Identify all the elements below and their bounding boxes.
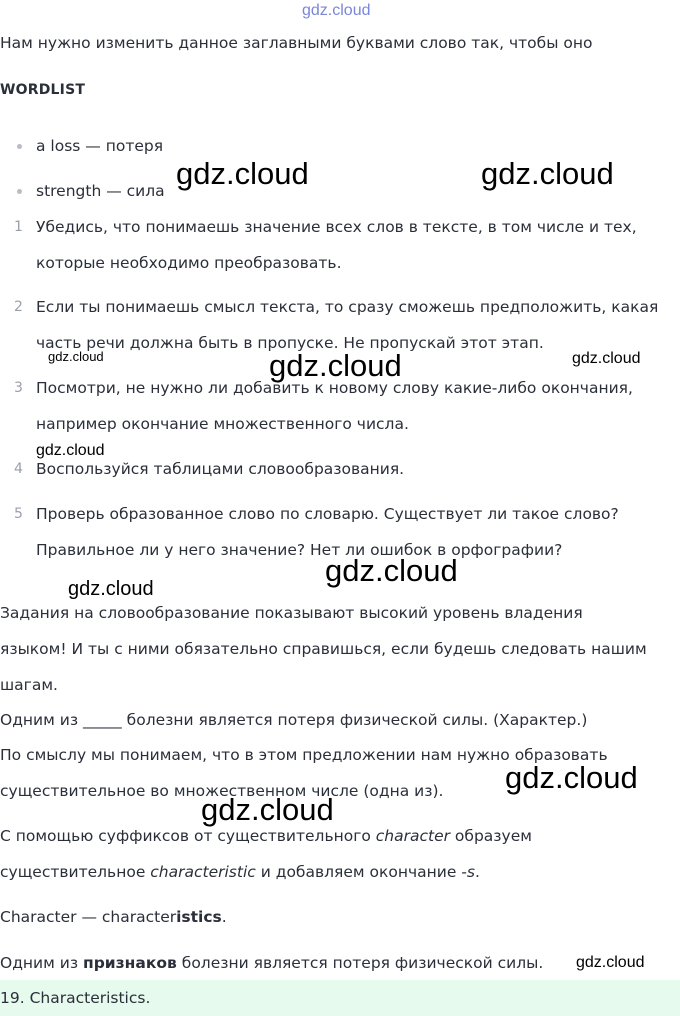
- paragraph-line: шагам.: [0, 676, 58, 694]
- watermark: gdz.cloud: [325, 553, 458, 588]
- wordlist-item: strength — сила: [36, 182, 165, 200]
- text-span: .: [474, 863, 480, 881]
- watermark: gdz.cloud: [269, 348, 402, 383]
- wordlist-item: a loss — потеря: [36, 137, 164, 155]
- watermark: gdz.cloud: [48, 349, 104, 364]
- italic-word: -s: [461, 863, 475, 881]
- task-sentence: Одним из _____ болезни является потеря физической силы. (Характер.): [0, 711, 588, 729]
- step-text: Если ты понимаешь смысл текста, то сразу сможешь предположить, какая: [36, 298, 659, 316]
- step-text: Воспользуйся таблицами словообразования.: [36, 460, 405, 478]
- step-text: часть речи должна быть в пропуске. Не пропускай этот этап.: [36, 334, 544, 352]
- suffix-explanation-line: [0, 862, 480, 882]
- watermark: gdz.cloud: [68, 578, 154, 600]
- step-text: например окончание множественного числа.: [36, 415, 409, 433]
- suffix-explanation-line: [0, 826, 532, 846]
- text-span: С помощью суффиксов от существительного: [0, 827, 376, 845]
- explanation-line: По смыслу мы понимаем, что в этом предложении нам нужно образовать: [0, 746, 608, 764]
- text-span: существительное: [0, 863, 151, 881]
- top-watermark-logo: gdz.cloud: [302, 2, 371, 19]
- watermark: gdz.cloud: [36, 442, 105, 459]
- text-span: болезни является потеря физической силы.: [176, 954, 544, 972]
- paragraph-line: Задания на словообразование показывают высокий уровень владения: [0, 604, 583, 622]
- paragraph-line: языком! И ты с ними обязательно справишься, если будешь следовать нашим: [0, 640, 647, 658]
- derivation-line: [0, 907, 227, 927]
- step-number: 3: [14, 380, 23, 396]
- watermark: gdz.cloud: [505, 760, 638, 795]
- text-span: Character — character: [0, 908, 177, 926]
- watermark: gdz.cloud: [572, 350, 641, 367]
- watermark: gdz.cloud: [481, 156, 614, 191]
- text-span: образуем: [450, 827, 532, 845]
- step-number: 4: [14, 461, 23, 477]
- watermark: gdz.cloud: [576, 954, 645, 971]
- step-text: Проверь образованное слово по словарю. Существует ли такое слово?: [36, 505, 619, 523]
- step-text: Правильное ли у него значение? Нет ли ошибок в орфографии?: [36, 541, 563, 559]
- step-text: которые необходимо преобразовать.: [36, 254, 342, 272]
- bold-suffix: istics: [176, 908, 222, 926]
- italic-word: character: [375, 827, 450, 845]
- step-number: 5: [14, 506, 23, 522]
- answer-text: 19. Characteristics.: [0, 989, 151, 1007]
- step-text: Убедись, что понимаешь значение всех слов в тексте, в том числе и тех,: [36, 218, 637, 236]
- text-span: и добавляем окончание: [255, 863, 462, 881]
- wordlist-heading: WORDLIST: [0, 82, 86, 98]
- step-text: Посмотри, не нужно ли добавить к новому слову какие-либо окончания,: [36, 379, 633, 397]
- bold-word: признаков: [83, 954, 177, 972]
- italic-word: characteristic: [150, 863, 256, 881]
- intro-line: Нам нужно изменить данное заглавными буквами слово так, чтобы оно: [0, 34, 593, 52]
- text-span: Одним из: [0, 954, 83, 972]
- bullet-icon: [17, 144, 22, 149]
- step-number: 1: [14, 219, 23, 235]
- final-sentence: [0, 953, 543, 973]
- watermark: gdz.cloud: [201, 792, 334, 827]
- step-number: 2: [14, 299, 23, 315]
- text-span: .: [221, 908, 227, 926]
- bullet-icon: [17, 189, 22, 194]
- watermark: gdz.cloud: [176, 156, 309, 191]
- explanation-line: существительное во множественном числе (одна из).: [0, 782, 444, 800]
